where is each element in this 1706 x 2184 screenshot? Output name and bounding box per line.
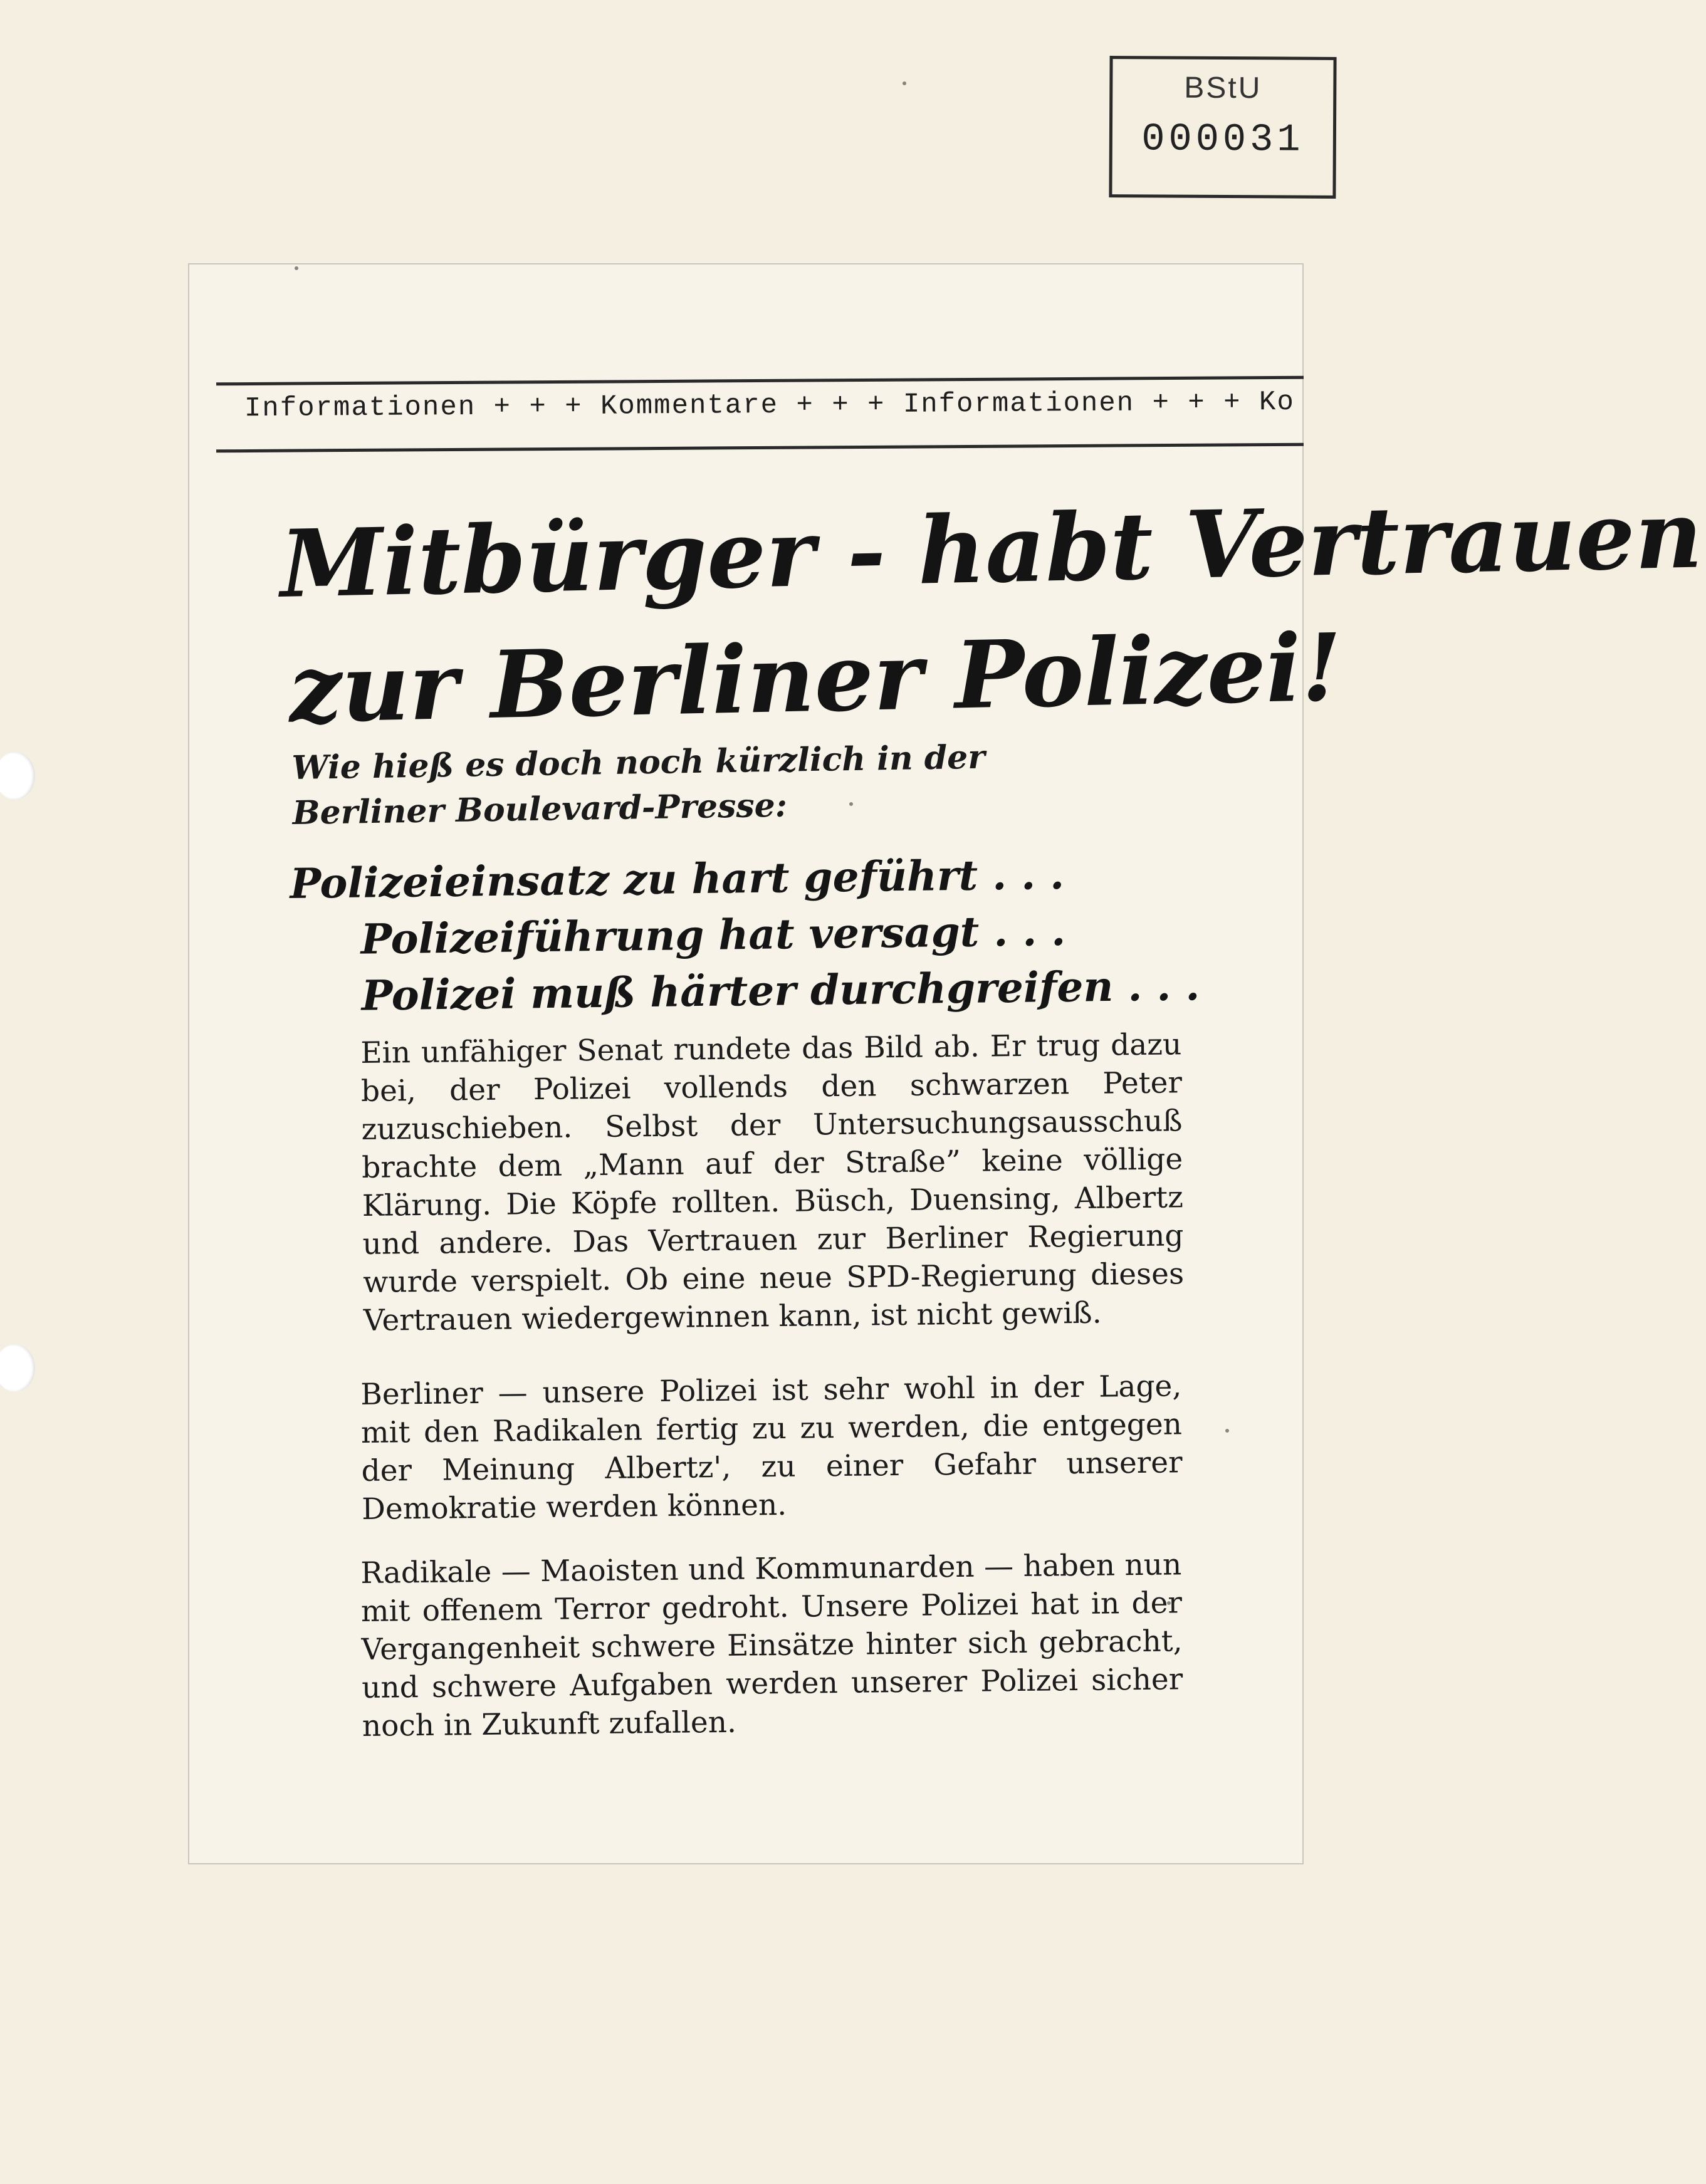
headline-line-1: Mitbürger - habt Vertrauen: [279, 479, 1703, 619]
intro-text: [291, 733, 1107, 836]
body-paragraph-3: Radikale — Maoisten und Kommunarden — haben nun mit offenem Terror gedroht. Unsere Polizei hat in der Vergangenheit schwere Einsätze hinter sich gebracht, und schwere Aufgaben werden unserer Polizei sicher noch in Zukunft zufallen.: [360, 1547, 1183, 1743]
quote-line: Polizei muß härter durchgreifen . . .: [361, 961, 1200, 1020]
intro-line-2: Berliner Boulevard-Presse:: [292, 786, 788, 832]
body-paragraph-1: Ein unfähiger Senat rundete das Bild ab. Er trug dazu bei, der Polizei vollends den schwarzen Peter zuzuschieben. Selbst der Untersuchungsausschuß brachte dem „Mann auf der Straße” keine völlige Klärung. Die Köpfe rollten. Büsch, Duensing, Albertz und andere. Das Vertrauen zur Berliner Regierung wurde verspielt. Ob eine neue SPD-Regierung dieses Vertrauen wiedergewinnen kann, ist nicht gewiß.: [360, 1027, 1185, 1338]
headline-line-2: zur Berliner Polizei!: [288, 612, 1343, 744]
paper-speck: [295, 266, 298, 270]
paper-speck: [1225, 1429, 1229, 1433]
stamp-page-number: 000031: [1141, 117, 1304, 162]
punch-hole-upper: [0, 752, 35, 800]
leaflet-headline: [279, 479, 1703, 752]
quote-line: Polizeieinsatz zu hart geführt . . .: [290, 849, 1065, 908]
paper-speck: [1167, 1601, 1171, 1605]
paper-speck: [849, 802, 853, 806]
body-paragraph-2: Berliner — unsere Polizei ist sehr wohl in der Lage, mit den Radikalen fertig zu zu werden, die entgegen der Meinung Albertz', zu einer Gefahr unserer Demokratie werden können.: [360, 1369, 1183, 1527]
stamp-agency: BStU: [1184, 71, 1262, 105]
intro-line-1: Wie hieß es doch noch kürzlich in der: [291, 738, 986, 787]
archive-stamp: [1109, 56, 1336, 199]
paper-speck: [903, 81, 906, 85]
quoted-headlines: [290, 844, 1232, 1025]
punch-hole-lower: [0, 1344, 35, 1392]
ticker-band: Informationen + + + Kommentare + + + Informationen + + + Ko: [244, 386, 1295, 425]
quote-line: Polizeiführung hat versagt . . .: [360, 906, 1066, 964]
